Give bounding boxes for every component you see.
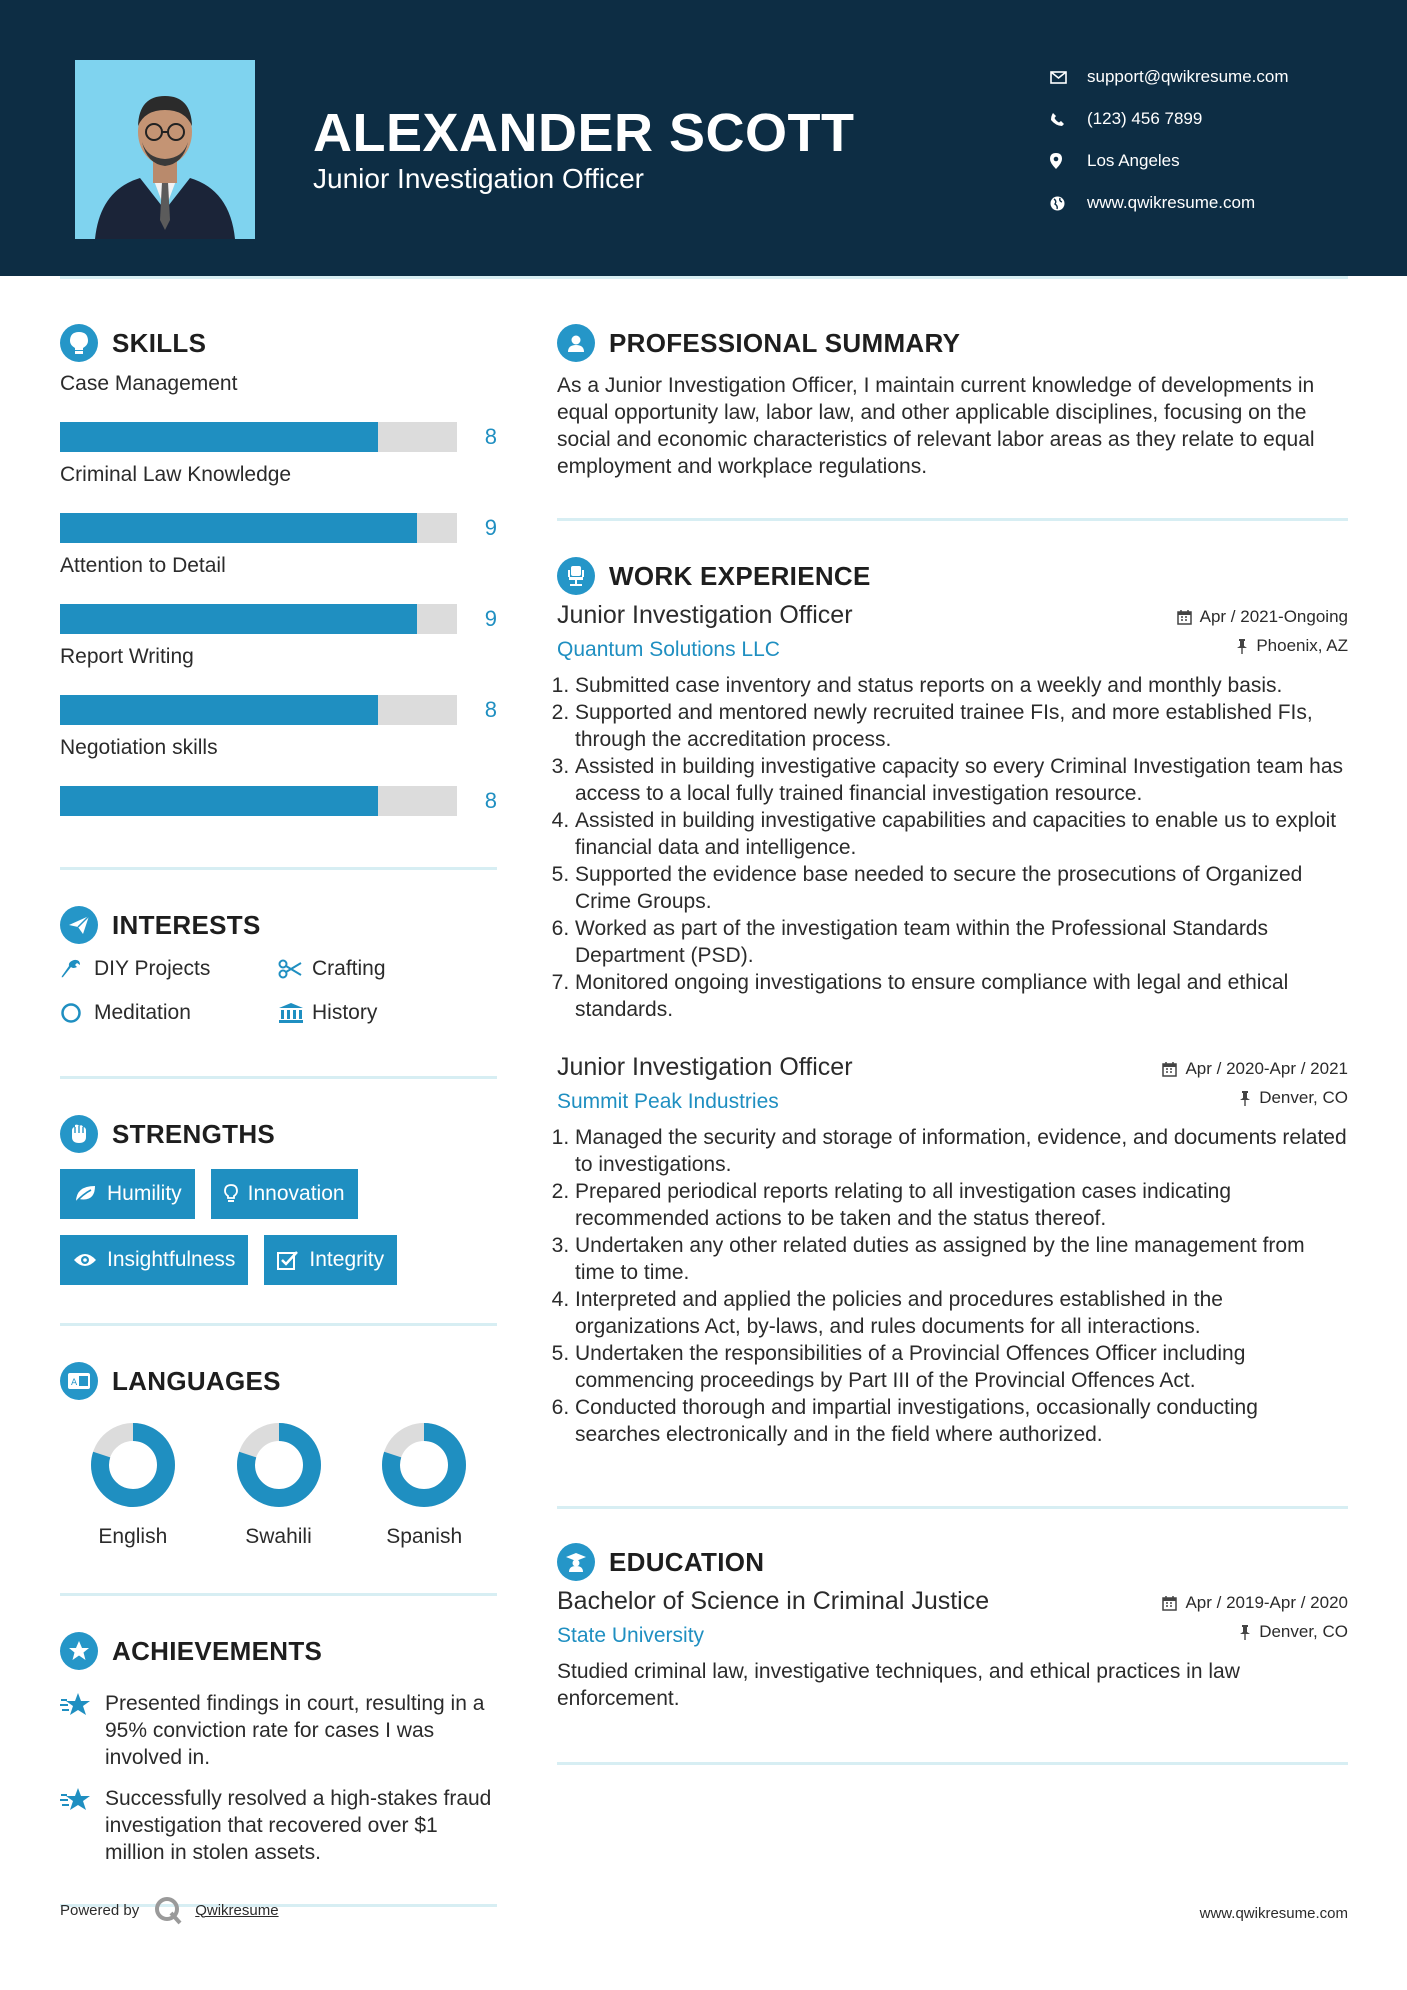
job-title: Junior Investigation Officer [557,1053,853,1081]
languages-list [60,1420,497,1549]
star-icon [60,1632,98,1670]
phone-icon [1050,112,1087,127]
job-dates: Apr / 2020-Apr / 2021 [1162,1059,1348,1079]
duty-item: 4. Assisted in building investigative capabilities and capacities to enable us to exploit financial data and intelligence. [575,807,1348,861]
summary-text: As a Junior Investigation Officer, I maintain current knowledge of developments in equal opportunity law, labor law, and other applicable disciplines, focusing on the social and economic characteristics of relevant labor areas as they relate to equal employment and workplace regulations. [557,374,1315,478]
interests-heading: INTERESTS [60,900,497,950]
section-divider [60,1323,497,1326]
degree-title: Bachelor of Science in Criminal Justice [557,1587,990,1615]
calendar-icon [1162,1596,1177,1611]
language-name: Spanish [386,1525,463,1548]
language-name: Swahili [245,1525,312,1548]
strengths-list [60,1169,497,1285]
interests-list [60,954,497,1028]
duty-item: 5. Undertaken the responsibilities of a Provincial Offences Officer including commencing proceedings by Part III of the Provincial Offences Act. [575,1340,1348,1394]
skill-level: 9 [484,605,497,631]
contact-location: Los Angeles [1050,140,1289,182]
resume-header [0,0,1407,276]
globe-icon [1050,196,1087,211]
interest-item: History [278,998,496,1028]
circle-icon [60,1002,94,1024]
duty-item: 2. Supported and mentored newly recruited trainee FIs, and more established FIs, through the accreditation process. [575,699,1348,753]
user-icon [557,324,595,362]
skill-item [60,645,497,732]
contact-email[interactable]: support@qwikresume.com [1050,56,1289,98]
skill-name: Negotiation skills [60,736,218,759]
checkbox-icon [277,1250,299,1270]
interest-item: Crafting [278,954,496,984]
duty-item: 1. Managed the security and storage of information, evidence, and documents related to investigations. [575,1124,1348,1178]
skills-heading: SKILLS [60,318,497,368]
achievements-heading: ACHIEVEMENTS [60,1626,497,1676]
footer-branding [60,1895,279,1925]
skill-level: 8 [484,423,497,449]
skill-bar [60,695,457,725]
skill-level: 9 [484,514,497,540]
skill-item [60,554,497,641]
lightbulb-icon [60,324,98,362]
skill-bar [60,786,457,816]
skill-item [60,463,497,550]
strengths-heading: STRENGTHS [60,1109,497,1159]
duty-item: 4. Interpreted and applied the policies and procedures established in the organizations Act, by-laws, and rules documents for all interactions. [575,1286,1348,1340]
strength-tag: Integrity [264,1235,397,1285]
paper-plane-icon [60,906,98,944]
lightbulb-icon [224,1184,238,1204]
language-item [60,1420,206,1549]
scissors-icon [278,959,312,979]
language-donut [234,1420,324,1510]
achievement-item: Successfully resolved a high-stakes fraud investigation that recovered over $1 million in stolen assets. [60,1785,497,1866]
skill-bar [60,422,457,452]
fist-icon [60,1115,98,1153]
skill-name: Criminal Law Knowledge [60,463,292,486]
skill-bar [60,604,457,634]
section-divider [60,867,497,870]
language-donut [379,1420,469,1510]
job-entry [557,601,1348,1023]
museum-icon [278,1002,312,1024]
achievement-item: Presented findings in court, resulting in a 95% conviction rate for cases I was involved in. [60,1690,497,1771]
left-column [60,318,497,1907]
powered-by-label: Powered by [60,1901,140,1919]
wrench-icon [60,958,94,980]
section-divider [557,1506,1348,1509]
skill-level: 8 [484,787,497,813]
job-entry [557,1053,1348,1448]
duty-item: 3. Undertaken any other related duties as assigned by the line management from time to time. [575,1232,1348,1286]
language-donut [88,1420,178,1510]
language-item [351,1420,497,1549]
calendar-icon [1177,610,1192,625]
interest-item: Meditation [60,998,278,1028]
skill-name: Case Management [60,372,238,395]
pushpin-icon [1239,1091,1251,1106]
duty-item: 7. Monitored ongoing investigations to ensure compliance with legal and ethical standards. [575,969,1348,1023]
education-location: Denver, CO [1162,1622,1348,1642]
languages-heading: A LANGUAGES [60,1356,497,1406]
skill-bar [60,513,457,543]
leaf-icon [73,1184,97,1204]
skill-name: Report Writing [60,645,194,668]
skill-item [60,372,497,459]
interest-item: DIY Projects [60,954,278,984]
section-divider [557,518,1348,521]
language-card-icon [60,1362,98,1400]
strength-tag: Innovation [211,1169,358,1219]
job-title: Junior Investigation Officer [557,601,853,629]
star-icon [60,1785,105,1866]
candidate-name: ALEXANDER SCOTT [313,103,855,163]
header-divider [60,276,1348,279]
education-heading: EDUCATION [557,1537,1348,1587]
experience-heading: WORK EXPERIENCE [557,551,1348,601]
education-description: Studied criminal law, investigative techniques, and ethical practices in law enforcement. [557,1660,1240,1710]
section-divider [60,1593,497,1596]
duty-item: 5. Supported the evidence base needed to secure the prosecutions of Organized Crime Groups. [575,861,1348,915]
company-name: Quantum Solutions LLC [557,638,780,661]
map-pin-icon [1050,153,1087,169]
profile-photo [75,60,255,239]
job-location: Phoenix, AZ [1177,636,1348,656]
office-chair-icon [557,557,595,595]
skill-item [60,736,497,823]
education-dates: Apr / 2019-Apr / 2020 [1162,1593,1348,1613]
candidate-role: Junior Investigation Officer [313,163,644,194]
summary-heading: PROFESSIONAL SUMMARY [557,318,1348,368]
brand-link[interactable]: Qwikresume [195,1901,279,1919]
section-divider [557,1762,1348,1765]
duty-item: 3. Assisted in building investigative capacity so every Criminal Investigation team has access to a local fully trained financial investigation resource. [575,753,1348,807]
skill-name: Attention to Detail [60,554,226,577]
section-divider [60,1076,497,1079]
duty-item: 6. Conducted thorough and impartial investigations, occasionally conducting searches electronically and in the field where authorized. [575,1394,1348,1448]
skill-level: 8 [484,696,497,722]
footer-url[interactable]: www.qwikresume.com [1199,1905,1348,1922]
contact-list [1050,56,1289,224]
contact-phone[interactable]: (123) 456 7899 [1050,98,1289,140]
envelope-icon [1050,71,1087,84]
job-location: Denver, CO [1162,1088,1348,1108]
calendar-icon [1162,1062,1177,1077]
duty-list [557,672,1348,1023]
duty-item: 1. Submitted case inventory and status reports on a weekly and monthly basis. [575,672,1348,699]
duty-list [557,1124,1348,1448]
pushpin-icon [1239,1625,1251,1640]
language-item [206,1420,352,1549]
qwikresume-logo-icon [153,1895,183,1925]
strength-tag: Insightfulness [60,1235,248,1285]
svg-text:A: A [71,1378,78,1388]
job-dates: Apr / 2021-Ongoing [1177,607,1348,627]
eye-icon [73,1252,97,1268]
right-column [557,318,1348,1765]
school-name: State University [557,1624,705,1647]
pushpin-icon [1236,639,1248,654]
company-name: Summit Peak Industries [557,1090,779,1113]
duty-item: 6. Worked as part of the investigation team within the Professional Standards Department (PSD). [575,915,1348,969]
graduate-icon [557,1543,595,1581]
contact-website[interactable]: www.qwikresume.com [1050,182,1289,224]
star-icon [60,1690,105,1771]
language-name: English [98,1525,168,1548]
education-entry [557,1587,1348,1712]
duty-item: 2. Prepared periodical reports relating to all investigation cases indicating recommended actions to be taken and the status thereof. [575,1178,1348,1232]
strength-tag: Humility [60,1169,195,1219]
